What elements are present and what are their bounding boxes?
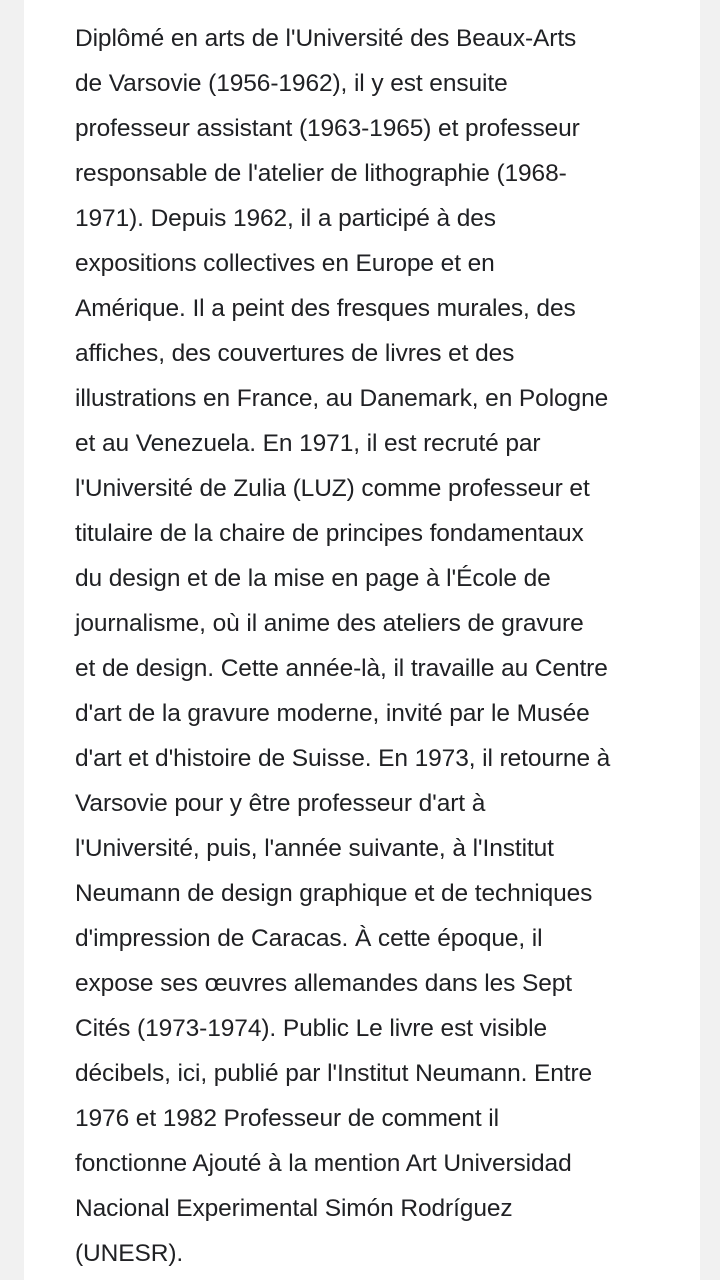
paragraph-line: professeur assistant (1963-1965) et professeur [75,115,580,142]
paragraph-line: 1971). Depuis 1962, il a participé à des [75,205,496,232]
paragraph-line: illustrations en France, au Danemark, en Pologne [75,385,609,412]
paragraph-line: d'impression de Caracas. À cette époque, il [75,925,543,952]
paragraph-line: expositions collectives en Europe et en [75,250,495,277]
paragraph-line: Neumann de design graphique et de techniques [75,880,593,907]
paragraph-line: (UNESR). [75,1240,184,1267]
paragraph-line: journalisme, où il anime des ateliers de gravure [75,610,584,637]
paragraph-line: décibels, ici, publié par l'Institut Neumann. Entre [75,1060,593,1087]
content-sheet [24,0,700,1280]
paragraph-line: l'Université, puis, l'année suivante, à l'Institut [75,835,554,862]
paragraph-line: de Varsovie (1956-1962), il y est ensuite [75,70,508,97]
paragraph-line: expose ses œuvres allemandes dans les Sept [75,970,572,997]
paragraph-line: l'Université de Zulia (LUZ) comme professeur et [75,475,590,502]
paragraph-line: fonctionne Ajouté à la mention Art Universidad [75,1150,572,1177]
paragraph-line: et de design. Cette année-là, il travaille au Centre [75,655,608,682]
paragraph-line: titulaire de la chaire de principes fondamentaux [75,520,584,547]
paragraph-line: Nacional Experimental Simón Rodríguez [75,1195,513,1222]
article-paragraph [75,16,665,1276]
paragraph-line: responsable de l'atelier de lithographie (1968- [75,160,567,187]
paragraph-line: d'art de la gravure moderne, invité par le Musée [75,700,590,727]
paragraph-line: Varsovie pour y être professeur d'art à [75,790,486,817]
paragraph-line: du design et de la mise en page à l'École de [75,565,551,592]
paragraph-line: et au Venezuela. En 1971, il est recruté par [75,430,541,457]
paragraph-line: d'art et d'histoire de Suisse. En 1973, il retourne à [75,745,611,772]
paragraph-line: Cités (1973-1974). Public Le livre est visible [75,1015,548,1042]
paragraph-line: Diplômé en arts de l'Université des Beaux-Arts [75,25,577,52]
paragraph-line: Amérique. Il a peint des fresques murales, des [75,295,576,322]
paragraph-line: affiches, des couvertures de livres et des [75,340,515,367]
paragraph-line: 1976 et 1982 Professeur de comment il [75,1105,499,1132]
